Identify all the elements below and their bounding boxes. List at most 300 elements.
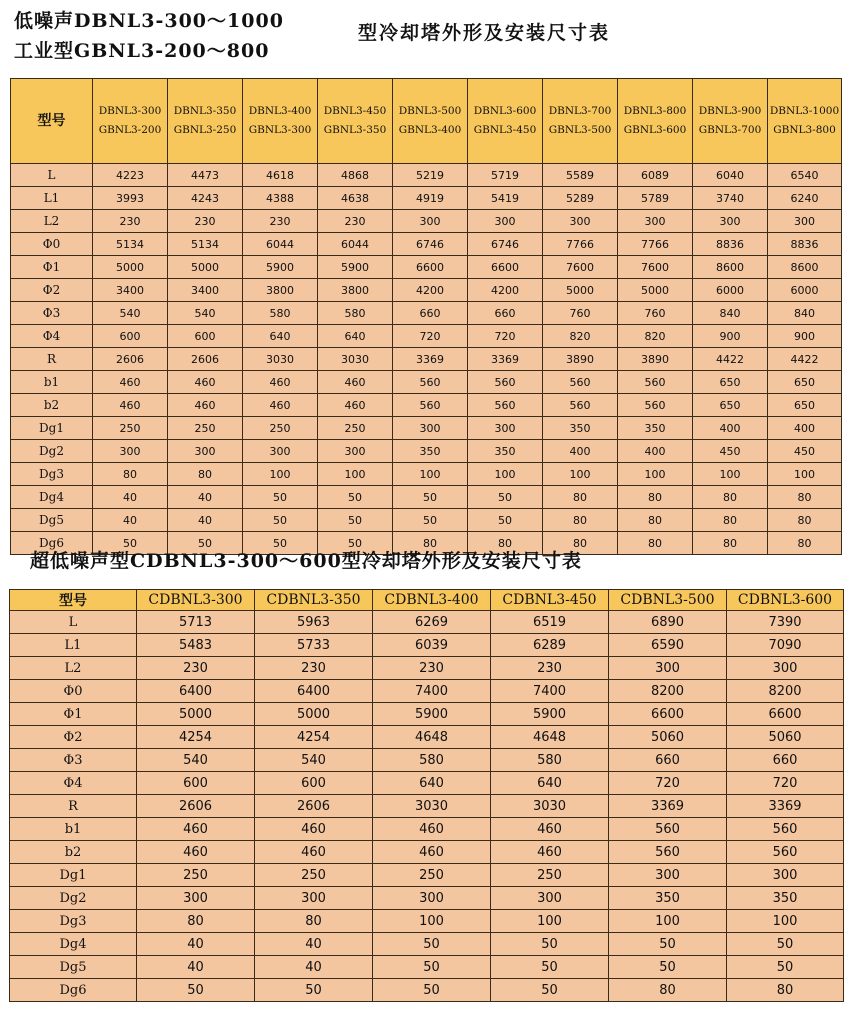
value-cell: 50	[727, 956, 844, 979]
table-row	[11, 509, 842, 532]
value-cell: 900	[768, 325, 842, 348]
value-cell: 100	[373, 910, 491, 933]
value-cell: 580	[243, 302, 318, 325]
table-row	[11, 279, 842, 302]
value-cell: 80	[768, 532, 842, 555]
row-label: R	[11, 348, 93, 371]
row-label: Dg2	[11, 440, 93, 463]
value-cell: 7400	[373, 680, 491, 703]
value-cell: 8200	[609, 680, 727, 703]
value-cell: 400	[693, 417, 768, 440]
value-cell: 3740	[693, 187, 768, 210]
value-cell: 6289	[491, 634, 609, 657]
value-cell: 250	[243, 417, 318, 440]
value-cell: 300	[137, 887, 255, 910]
value-cell: 80	[137, 910, 255, 933]
value-cell: 50	[468, 486, 543, 509]
value-cell: 7766	[618, 233, 693, 256]
value-cell: 350	[609, 887, 727, 910]
value-cell: 80	[693, 486, 768, 509]
row-label: b2	[10, 841, 137, 864]
value-cell: 4200	[468, 279, 543, 302]
value-cell: 230	[373, 657, 491, 680]
value-cell: 660	[468, 302, 543, 325]
row-label: L	[10, 611, 137, 634]
value-cell: 50	[243, 509, 318, 532]
value-cell: 50	[373, 933, 491, 956]
value-cell: 4648	[373, 726, 491, 749]
model-header-cell	[318, 79, 393, 164]
model-header-cell: CDBNL3-500	[609, 590, 727, 611]
model-header-cell	[543, 79, 618, 164]
value-cell: 50	[727, 933, 844, 956]
table-row	[11, 302, 842, 325]
value-cell: 50	[137, 979, 255, 1002]
value-cell: 50	[318, 486, 393, 509]
value-cell: 460	[243, 394, 318, 417]
value-cell: 80	[543, 486, 618, 509]
value-cell: 50	[609, 933, 727, 956]
value-cell: 6240	[768, 187, 842, 210]
value-cell: 580	[373, 749, 491, 772]
value-cell: 5900	[243, 256, 318, 279]
model-name-dbnl: DBNL3-1000	[769, 105, 840, 117]
value-cell: 3400	[93, 279, 168, 302]
model-header: 型号	[10, 590, 137, 611]
value-cell: 80	[768, 486, 842, 509]
value-cell: 250	[373, 864, 491, 887]
value-cell: 3030	[243, 348, 318, 371]
value-cell: 300	[727, 657, 844, 680]
value-cell: 8836	[768, 233, 842, 256]
value-cell: 2606	[137, 795, 255, 818]
value-cell: 3369	[727, 795, 844, 818]
value-cell: 5000	[137, 703, 255, 726]
model-header: 型号	[11, 79, 93, 164]
value-cell: 650	[693, 394, 768, 417]
value-cell: 50	[93, 532, 168, 555]
value-cell: 40	[93, 509, 168, 532]
value-cell: 300	[393, 417, 468, 440]
value-cell: 50	[243, 532, 318, 555]
value-cell: 8600	[693, 256, 768, 279]
value-cell: 5963	[255, 611, 373, 634]
model-name-gbnl: GBNL3-350	[323, 124, 387, 136]
value-cell: 4648	[491, 726, 609, 749]
value-cell: 640	[318, 325, 393, 348]
value-cell: 100	[243, 463, 318, 486]
value-cell: 460	[243, 371, 318, 394]
model-header-cell	[393, 79, 468, 164]
value-cell: 350	[393, 440, 468, 463]
value-cell: 50	[243, 486, 318, 509]
row-label: Φ1	[11, 256, 93, 279]
value-cell: 6590	[609, 634, 727, 657]
value-cell: 250	[255, 864, 373, 887]
model-name-gbnl: GBNL3-400	[398, 124, 462, 136]
value-cell: 50	[491, 956, 609, 979]
table-row	[11, 440, 842, 463]
value-cell: 460	[491, 818, 609, 841]
model-name-dbnl: DBNL3-350	[173, 105, 237, 117]
table-row	[10, 841, 844, 864]
value-cell: 300	[693, 210, 768, 233]
value-cell: 650	[768, 371, 842, 394]
model-header-cell	[168, 79, 243, 164]
table-row	[11, 210, 842, 233]
dimensions-table-cdbnl3	[9, 589, 844, 1002]
value-cell: 580	[318, 302, 393, 325]
value-cell: 40	[255, 933, 373, 956]
value-cell: 80	[618, 486, 693, 509]
value-cell: 4919	[393, 187, 468, 210]
value-cell: 40	[168, 486, 243, 509]
table-row	[11, 417, 842, 440]
value-cell: 50	[373, 979, 491, 1002]
value-cell: 100	[393, 463, 468, 486]
value-cell: 300	[373, 887, 491, 910]
value-cell: 80	[768, 509, 842, 532]
value-cell: 720	[609, 772, 727, 795]
row-label: L2	[11, 210, 93, 233]
value-cell: 100	[468, 463, 543, 486]
value-cell: 4243	[168, 187, 243, 210]
model-header-cell: CDBNL3-400	[373, 590, 491, 611]
value-cell: 540	[93, 302, 168, 325]
value-cell: 460	[137, 818, 255, 841]
table-row	[10, 795, 844, 818]
value-cell: 6600	[727, 703, 844, 726]
value-cell: 350	[543, 417, 618, 440]
value-cell: 6000	[693, 279, 768, 302]
value-cell: 80	[543, 532, 618, 555]
table-row	[10, 680, 844, 703]
table-row	[11, 256, 842, 279]
title-line-1: 低噪声DBNL3-300～1000	[14, 10, 284, 32]
value-cell: 8836	[693, 233, 768, 256]
model-header-cell: CDBNL3-350	[255, 590, 373, 611]
value-cell: 820	[543, 325, 618, 348]
value-cell: 900	[693, 325, 768, 348]
value-cell: 760	[543, 302, 618, 325]
value-cell: 4254	[137, 726, 255, 749]
value-cell: 80	[393, 532, 468, 555]
value-cell: 4473	[168, 164, 243, 187]
table-row	[11, 348, 842, 371]
value-cell: 460	[168, 394, 243, 417]
table2-header-row	[10, 590, 844, 611]
value-cell: 600	[168, 325, 243, 348]
table-row	[11, 371, 842, 394]
value-cell: 400	[618, 440, 693, 463]
value-cell: 300	[609, 657, 727, 680]
value-cell: 8600	[768, 256, 842, 279]
value-cell: 3369	[609, 795, 727, 818]
value-cell: 5000	[543, 279, 618, 302]
model-header-cell	[243, 79, 318, 164]
value-cell: 560	[543, 371, 618, 394]
value-cell: 720	[393, 325, 468, 348]
model-name-gbnl: GBNL3-250	[173, 124, 237, 136]
title-line-2: 工业型GBNL3-200～800	[14, 40, 270, 62]
dimensions-table-dbnl3-gbnl3	[10, 78, 842, 555]
value-cell: 2606	[168, 348, 243, 371]
value-cell: 560	[393, 371, 468, 394]
row-label: Dg3	[10, 910, 137, 933]
value-cell: 5900	[318, 256, 393, 279]
value-cell: 300	[727, 864, 844, 887]
value-cell: 4388	[243, 187, 318, 210]
model-name-gbnl: GBNL3-800	[773, 124, 836, 136]
value-cell: 80	[168, 463, 243, 486]
row-label: Dg6	[11, 532, 93, 555]
value-cell: 5219	[393, 164, 468, 187]
value-cell: 5789	[618, 187, 693, 210]
value-cell: 230	[137, 657, 255, 680]
value-cell: 100	[618, 463, 693, 486]
value-cell: 660	[393, 302, 468, 325]
value-cell: 650	[693, 371, 768, 394]
row-label: Dg3	[11, 463, 93, 486]
row-label: Φ2	[10, 726, 137, 749]
model-name-dbnl: DBNL3-900	[698, 105, 762, 117]
table-row	[10, 749, 844, 772]
value-cell: 400	[543, 440, 618, 463]
value-cell: 6044	[243, 233, 318, 256]
value-cell: 40	[255, 956, 373, 979]
table-row	[10, 634, 844, 657]
table-row	[11, 233, 842, 256]
value-cell: 80	[255, 910, 373, 933]
value-cell: 560	[543, 394, 618, 417]
table-row	[10, 933, 844, 956]
value-cell: 250	[491, 864, 609, 887]
value-cell: 3030	[373, 795, 491, 818]
model-name-gbnl: GBNL3-450	[473, 124, 537, 136]
row-label: Dg1	[11, 417, 93, 440]
row-label: Dg2	[10, 887, 137, 910]
table-row	[10, 818, 844, 841]
value-cell: 6400	[255, 680, 373, 703]
value-cell: 7390	[727, 611, 844, 634]
value-cell: 660	[727, 749, 844, 772]
value-cell: 450	[768, 440, 842, 463]
model-header-cell: CDBNL3-300	[137, 590, 255, 611]
value-cell: 3369	[393, 348, 468, 371]
value-cell: 4223	[93, 164, 168, 187]
value-cell: 7766	[543, 233, 618, 256]
row-label: L2	[10, 657, 137, 680]
value-cell: 80	[727, 979, 844, 1002]
value-cell: 4618	[243, 164, 318, 187]
table-row	[10, 703, 844, 726]
table-row	[10, 887, 844, 910]
model-name-dbnl: DBNL3-450	[323, 105, 387, 117]
value-cell: 840	[693, 302, 768, 325]
value-cell: 650	[768, 394, 842, 417]
value-cell: 230	[255, 657, 373, 680]
value-cell: 3890	[618, 348, 693, 371]
table-row	[10, 772, 844, 795]
value-cell: 5134	[168, 233, 243, 256]
value-cell: 40	[93, 486, 168, 509]
table-row	[11, 463, 842, 486]
value-cell: 460	[93, 371, 168, 394]
model-name-dbnl: DBNL3-800	[623, 105, 687, 117]
value-cell: 540	[137, 749, 255, 772]
value-cell: 4422	[768, 348, 842, 371]
table-row	[10, 910, 844, 933]
table-row	[11, 325, 842, 348]
value-cell: 600	[137, 772, 255, 795]
row-label: Φ4	[11, 325, 93, 348]
value-cell: 300	[93, 440, 168, 463]
row-label: Φ0	[11, 233, 93, 256]
value-cell: 230	[491, 657, 609, 680]
value-cell: 300	[393, 210, 468, 233]
value-cell: 50	[491, 979, 609, 1002]
value-cell: 600	[93, 325, 168, 348]
table-row	[11, 394, 842, 417]
table1-body	[11, 164, 842, 555]
value-cell: 3890	[543, 348, 618, 371]
value-cell: 230	[318, 210, 393, 233]
value-cell: 3993	[93, 187, 168, 210]
value-cell: 300	[255, 887, 373, 910]
value-cell: 540	[168, 302, 243, 325]
table2-body	[10, 611, 844, 1002]
model-header-cell	[93, 79, 168, 164]
value-cell: 350	[468, 440, 543, 463]
value-cell: 640	[491, 772, 609, 795]
value-cell: 6040	[693, 164, 768, 187]
value-cell: 640	[373, 772, 491, 795]
value-cell: 840	[768, 302, 842, 325]
value-cell: 100	[318, 463, 393, 486]
value-cell: 50	[318, 532, 393, 555]
value-cell: 6600	[609, 703, 727, 726]
value-cell: 5900	[373, 703, 491, 726]
value-cell: 640	[243, 325, 318, 348]
row-label: Φ3	[11, 302, 93, 325]
value-cell: 460	[491, 841, 609, 864]
row-label: Dg5	[10, 956, 137, 979]
value-cell: 560	[609, 818, 727, 841]
value-cell: 5483	[137, 634, 255, 657]
value-cell: 3400	[168, 279, 243, 302]
value-cell: 300	[243, 440, 318, 463]
model-header-cell: CDBNL3-600	[727, 590, 844, 611]
value-cell: 5060	[727, 726, 844, 749]
value-cell: 460	[373, 818, 491, 841]
value-cell: 460	[137, 841, 255, 864]
model-name-dbnl: DBNL3-500	[398, 105, 462, 117]
value-cell: 100	[491, 910, 609, 933]
value-cell: 300	[609, 864, 727, 887]
value-cell: 2606	[255, 795, 373, 818]
row-label: Dg1	[10, 864, 137, 887]
value-cell: 560	[727, 841, 844, 864]
table-row	[10, 726, 844, 749]
table-row	[11, 164, 842, 187]
value-cell: 40	[137, 933, 255, 956]
value-cell: 50	[491, 933, 609, 956]
model-header-cell	[468, 79, 543, 164]
value-cell: 560	[468, 371, 543, 394]
model-name-gbnl: GBNL3-600	[623, 124, 687, 136]
value-cell: 50	[318, 509, 393, 532]
value-cell: 460	[373, 841, 491, 864]
value-cell: 720	[727, 772, 844, 795]
table-row	[10, 864, 844, 887]
value-cell: 5289	[543, 187, 618, 210]
value-cell: 100	[727, 910, 844, 933]
value-cell: 40	[168, 509, 243, 532]
value-cell: 6600	[393, 256, 468, 279]
value-cell: 6540	[768, 164, 842, 187]
value-cell: 560	[468, 394, 543, 417]
table2-title: 超低噪声型CDBNL3-300～600型冷却塔外形及安装尺寸表	[30, 550, 582, 572]
value-cell: 3030	[491, 795, 609, 818]
row-label: b2	[11, 394, 93, 417]
value-cell: 6600	[468, 256, 543, 279]
value-cell: 5713	[137, 611, 255, 634]
table-row	[11, 187, 842, 210]
value-cell: 560	[618, 394, 693, 417]
model-name-gbnl: GBNL3-700	[698, 124, 762, 136]
model-header-cell: CDBNL3-450	[491, 590, 609, 611]
value-cell: 460	[93, 394, 168, 417]
value-cell: 6746	[468, 233, 543, 256]
value-cell: 5589	[543, 164, 618, 187]
value-cell: 80	[468, 532, 543, 555]
row-label: Dg5	[11, 509, 93, 532]
value-cell: 460	[318, 394, 393, 417]
value-cell: 460	[318, 371, 393, 394]
value-cell: 300	[468, 417, 543, 440]
value-cell: 80	[93, 463, 168, 486]
table1-header-row	[11, 79, 842, 164]
value-cell: 80	[609, 979, 727, 1002]
row-label: L1	[10, 634, 137, 657]
value-cell: 3369	[468, 348, 543, 371]
value-cell: 7400	[491, 680, 609, 703]
value-cell: 50	[468, 509, 543, 532]
row-label: R	[10, 795, 137, 818]
model-name-dbnl: DBNL3-600	[473, 105, 537, 117]
value-cell: 300	[468, 210, 543, 233]
value-cell: 100	[609, 910, 727, 933]
value-cell: 540	[255, 749, 373, 772]
value-cell: 5733	[255, 634, 373, 657]
value-cell: 5000	[168, 256, 243, 279]
row-label: Φ3	[10, 749, 137, 772]
value-cell: 7090	[727, 634, 844, 657]
value-cell: 50	[373, 956, 491, 979]
value-cell: 250	[168, 417, 243, 440]
value-cell: 6400	[137, 680, 255, 703]
value-cell: 5000	[93, 256, 168, 279]
title-suffix: 型冷却塔外形及安装尺寸表	[358, 22, 611, 44]
value-cell: 560	[393, 394, 468, 417]
value-cell: 460	[255, 841, 373, 864]
value-cell: 5719	[468, 164, 543, 187]
value-cell: 760	[618, 302, 693, 325]
value-cell: 100	[693, 463, 768, 486]
value-cell: 100	[768, 463, 842, 486]
value-cell: 50	[393, 486, 468, 509]
value-cell: 50	[393, 509, 468, 532]
